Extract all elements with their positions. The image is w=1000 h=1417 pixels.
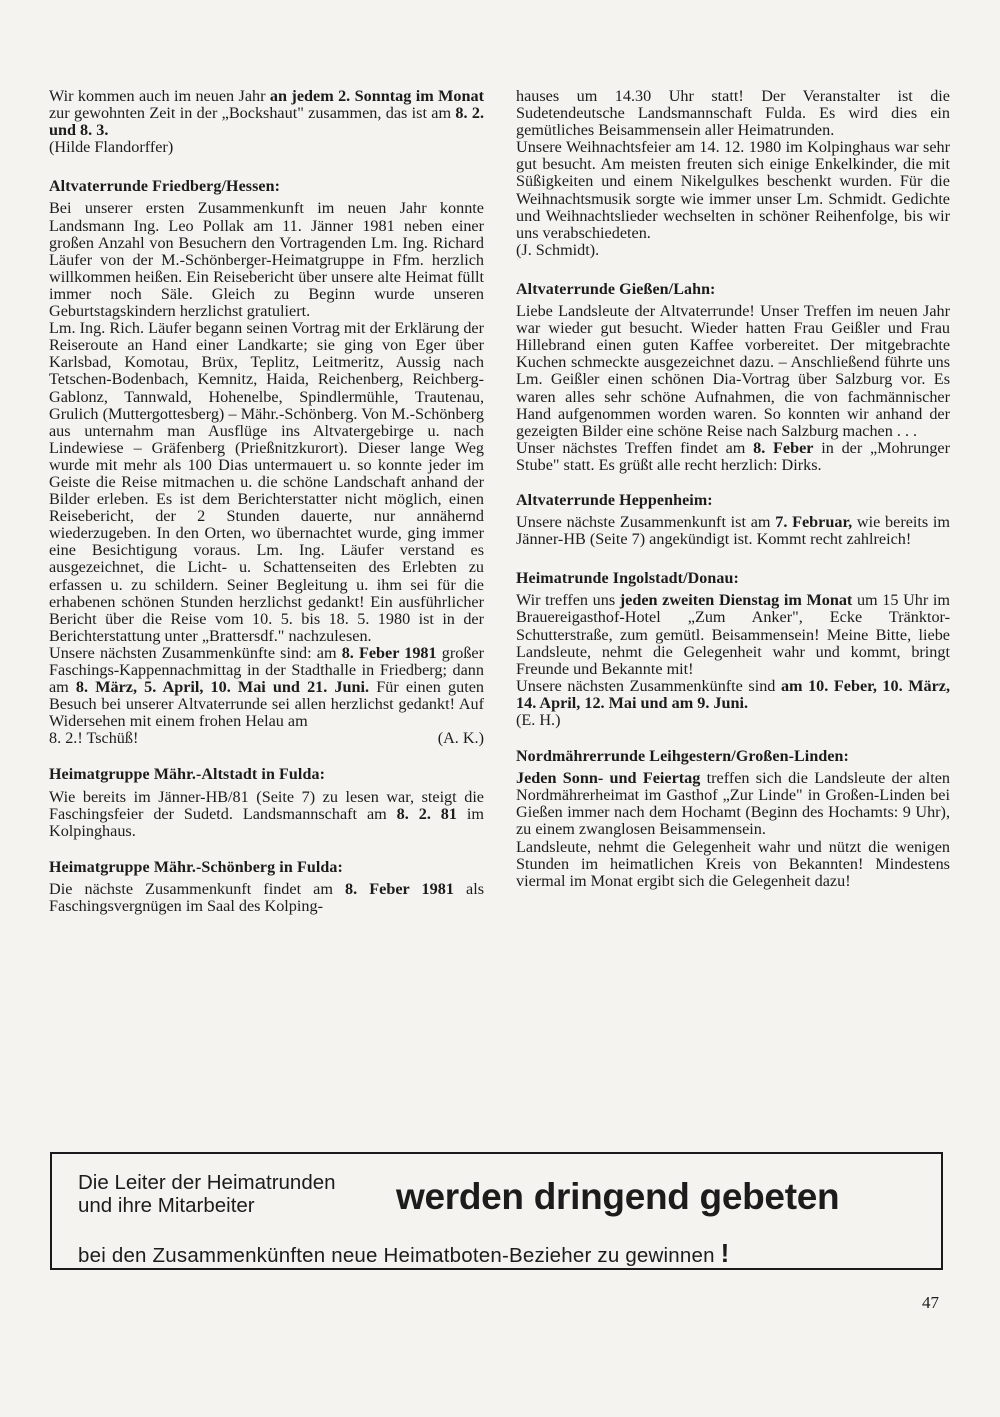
altstadt-heading: Heimatgruppe Mähr.-Altstadt in Fulda: <box>49 766 326 784</box>
nordmaehrer-paragraph-2: Landsleute, nehmt die Gelegenheit wahr und nützt die wenigen Stunden im heimatlichen Kreis von Bekannten! Mindestens viermal im Monat ergibt sich die Gelegenheit dazu! <box>516 837 950 890</box>
notice-leiter-line-1: Die Leiter der Heimatrunden <box>78 1171 336 1194</box>
ingolstadt-heading: Heimatrunde Ingolstadt/Donau: <box>516 570 739 588</box>
friedberg-paragraph-1: Bei unserer ersten Zusammenkunft im neuen Jahr konnte Landsmann Ing. Leo Pollak am 11. Jänner 1981 neben einer großen Anzahl von Besuchern den Vortragenden Lm. Ing. Richard Läufer von der M.-Schönberger-Heimatgruppe in Ffm. herzlich willkommen heißen. Ein Reisebericht über unsere alte Heimat füllt immer noch Säle. Gleich zu Beginn wurde unseren Geburtstagskindern herzlichst gratuliert. <box>49 199 484 321</box>
right-column <box>516 88 950 890</box>
intro-paragraph: Wir kommen auch im neuen Jahr an jedem 2. Sonntag im Monat zur gewohnten Zeit in der „Bockshaut" zusammen, das ist am 8. 2. und 8. 3. <box>49 87 485 140</box>
heppenheim-paragraph: Unsere nächste Zusammenkunft ist am 7. Februar, wie bereits im Jänner-HB (Seite 7) angekündigt ist. Kommt recht zahlreich! <box>516 513 951 549</box>
notice-leiter <box>78 1171 336 1217</box>
friedberg-heading: Altvaterrunde Friedberg/Hessen: <box>49 178 281 196</box>
schoenberg-heading: Heimatgruppe Mähr.-Schönberg in Fulda: <box>49 858 343 876</box>
ingolstadt-signature: (E. H.) <box>516 711 561 729</box>
schoenberg-continued-paragraph-2: Unsere Weihnachtsfeier am 14. 12. 1980 im Kolpinghaus war sehr gut besucht. Am meisten freuten sich einige Enkelkinder, die mit Süßigkeiten und einem Nikelgulkes beschenkt wurden. Für die Weihnachtsmusik sorgte wie immer unser Lm. Schmidt. Gedichte und Weihnachtslieder wechselten in schöner Reihenfolge, bis wir uns verabschiedeten. <box>516 138 950 242</box>
notice-bottom-line <box>78 1238 729 1269</box>
intro-signature: (Hilde Flandorffer) <box>49 138 174 157</box>
friedberg-signature: (A. K.) <box>437 729 484 748</box>
page-number: 47 <box>922 1293 939 1312</box>
notice-leiter-line-2: und ihre Mitarbeiter <box>78 1194 255 1217</box>
schoenberg-continued-paragraph-1: hauses um 14.30 Uhr statt! Der Veranstalter ist die Sudetendeutsche Landsmannschaft Fulda. Es wird dies ein gemütliches Beisammensein aller Heimatrunden. <box>516 87 950 140</box>
ingolstadt-paragraph-1: Wir treffen uns jeden zweiten Dienstag im Monat um 15 Uhr im Brauereigasthof-Hotel „Zum Anker", Ecke Tränktor-Schutterstraße, zum gemütl. Beisammensein! Meine Bitte, liebe Landsleute, nehmt die Gelegenheit wahr und kommt, bringt Freunde und Bekannte mit! <box>516 591 950 678</box>
giessen-paragraph-2: Unser nächstes Treffen findet am 8. Feber in der „Mohrunger Stube" statt. Es grüßt alle recht herzlich: Dirks. <box>516 438 950 474</box>
notice-exclamation: ! <box>720 1238 730 1268</box>
friedberg-paragraph-3: Unsere nächsten Zusammenkünfte sind: am 8. Feber 1981 großer Faschings-Kappennachmittag in der Stadthalle in Friedberg; dann am 8. März, 5. April, 10. Mai und 21. Juni. Für einen guten Besuch bei unserer Altvaterrunde sei allen herzlichst gedankt! Auf Widersehen mit einem frohen Helau am <box>49 643 485 731</box>
ingolstadt-paragraph-2: Unsere nächsten Zusammenkünfte sind am 10. Feber, 10. März, 14. April, 12. Mai und am 9. Juni. <box>516 676 950 712</box>
left-column <box>49 88 484 915</box>
friedberg-paragraph-2: Lm. Ing. Rich. Läufer begann seinen Vortrag mit der Erklärung der Reiseroute an Hand einer Landkarte; sie ging von Eger über Karlsbad, Komotau, Brüx, Teplitz, Leitmeritz, Aussig nach Tetschen-Bodenbach, Kemnitz, Haida, Reichenberg, Reichberg-Gablonz, Tannwald, Hohenelbe, Spindlermühle, Trautenau, Grulich (Muttergottesberg) – Mähr.-Schönberg. Von M.-Schönberg aus unternahm man Ausflüge ins Altvatergebirge u. nach Lindewiese – Gräfenberg (Prießnitzkurort). Dieser lange Weg wurde mit mehr als 100 Dias untermauert u. so konnte jeder im Geiste die Reise mitmachen u. die schöne Landschaft anhand der Bilder erleben. Es ist dem Berichterstatter nicht möglich, einen Reisebericht, der 2 Stunden dauerte, nur annähernd wiederzugeben. In den Orten, wo übernachtet wurde, ging immer eine Besichtigung voraus. Lm. Ing. Läufer verstand es ausgezeichnet, die Licht- u. Schattenseiten des Erlebten zu erfassen u. zu schildern. Seiner Begleitung u. ihm sei für die erhabenen schönen Stunden herzlichst gedankt! Ein ausführlicher Bericht über die Reise vom 10. 5. bis 18. 5. 1980 ist in der Berichterstattung unter „Brattersdf." nachzulesen. <box>49 319 484 645</box>
notice-headline: werden dringend gebeten <box>396 1176 840 1217</box>
giessen-heading: Altvaterrunde Gießen/Lahn: <box>516 280 716 298</box>
schoenberg-paragraph: Die nächste Zusammenkunft findet am 8. Feber 1981 als Faschingsvergnügen im Saal des Kolping- <box>49 879 485 916</box>
notice-bottom-text: bei den Zusammenkünften neue Heimatboten-Bezieher zu gewinnen <box>78 1244 715 1267</box>
nordmaehrer-heading: Nordmährerrunde Leihgestern/Großen-Linden: <box>516 748 849 766</box>
altstadt-paragraph: Wie bereits im Jänner-HB/81 (Seite 7) zu lesen war, steigt die Faschingsfeier der Sudetd. Landsmannschaft am 8. 2. 81 im Kolpinghaus. <box>49 787 485 840</box>
nordmaehrer-paragraph-1: Jeden Sonn- und Feiertag treffen sich die Landsleute der alten Nordmährerheimat im Gasthof „Zur Linde" in Großen-Linden bei Gießen immer nach dem Hochamt (Beginn des Hochamts: 9 Uhr), zu einem zwanglosen Beisammensein. <box>516 769 950 839</box>
friedberg-closing-line <box>49 730 484 747</box>
friedberg-closing: 8. 2.! Tschüß! <box>49 729 139 748</box>
schoenberg-signature: (J. Schmidt). <box>516 240 600 259</box>
heppenheim-heading: Altvaterrunde Heppenheim: <box>516 491 713 509</box>
giessen-paragraph-1: Liebe Landsleute der Altvaterrunde! Unser Treffen im neuen Jahr war wieder gut besucht. Wieder hatten Frau Geißler und Frau Hillebrand einen guten Kaffee vorbereitet. Der mitgebrachte Kuchen schmeckte ausgezeichnet dazu. – Anschließend führte uns Lm. Geißler einen schönen Dia-Vortrag über Salzburg vor. Es waren alles sehr schöne Aufnahmen, die von fachmännischer Hand aufgenommen worden waren. So konnten wir anhand der gezeigten Bilder eine schöne Reise nach Salzburg machen . . . <box>516 302 950 440</box>
notice-box <box>50 1152 943 1270</box>
